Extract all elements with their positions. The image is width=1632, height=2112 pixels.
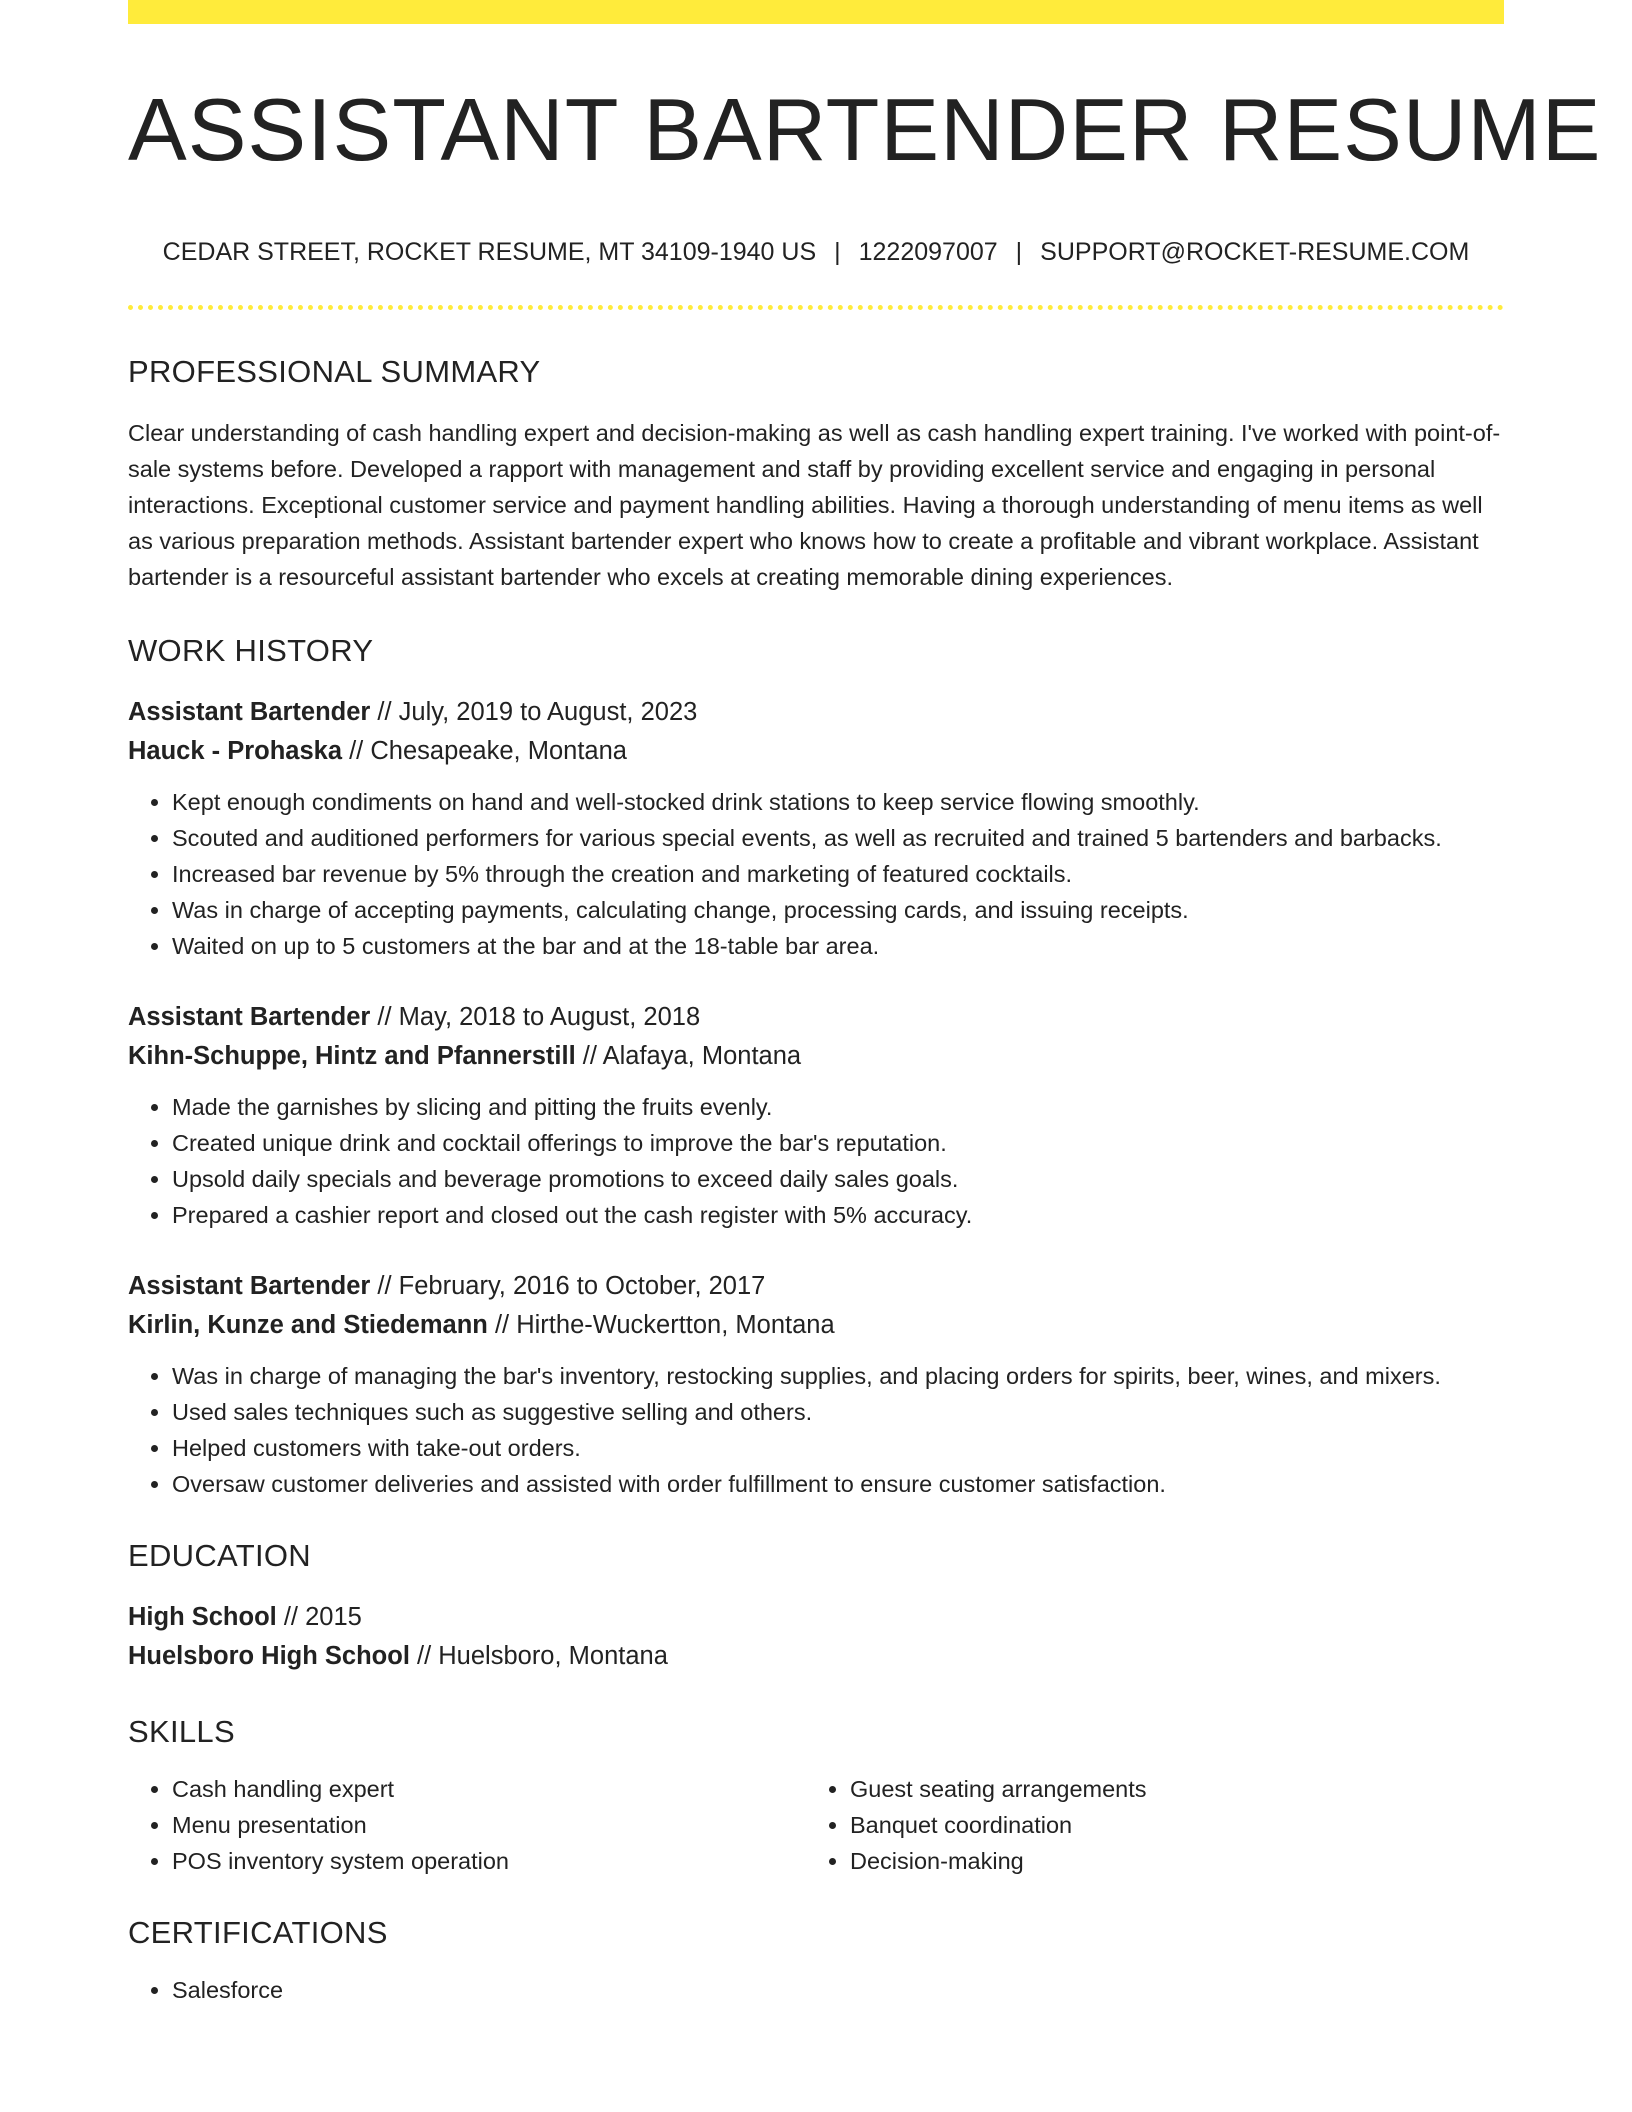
contact-line [128,240,1504,265]
job-title-line [128,1267,1504,1306]
job-location: // Hirthe-Wuckertton, Montana [487,1311,835,1339]
job-title: Assistant Bartender [128,1272,371,1300]
job-entry [128,693,1504,964]
education-school: Huelsboro High School [128,1642,410,1670]
job-company: Kihn-Schuppe, Hintz and Pfannerstill [128,1042,576,1070]
job-title-line [128,693,1504,732]
resume-page [128,0,1602,2008]
job-bullets [128,1089,1504,1233]
job-title: Assistant Bartender [128,698,371,726]
list-item: • Cash handling expert [172,1771,806,1807]
contact-phone: 1222097007 [858,238,998,266]
job-entry [128,998,1504,1233]
job-bullets [128,784,1504,964]
list-item: • Was in charge of managing the bar's inventory, restocking supplies, and placing orders for spirits, beer, wines, and mixers. [172,1358,1504,1394]
list-item: • Menu presentation [172,1807,806,1843]
job-bullets [128,1358,1504,1502]
job-dates: // February, 2016 to October, 2017 [370,1272,766,1300]
list-item: • Decision-making [850,1843,1484,1879]
job-company-line [128,1306,1504,1345]
job-dates: // July, 2019 to August, 2023 [370,698,698,726]
job-title-line [128,998,1504,1037]
job-company: Kirlin, Kunze and Stiedemann [128,1311,488,1339]
list-item: • Prepared a cashier report and closed out the cash register with 5% accuracy. [172,1197,1504,1233]
list-item: • Upsold daily specials and beverage promotions to exceed daily sales goals. [172,1161,1504,1197]
skills-columns [128,1771,1504,1879]
education-entry [128,1598,1504,1676]
list-item: • Was in charge of accepting payments, calculating change, processing cards, and issuing receipts. [172,892,1504,928]
list-item: • Created unique drink and cocktail offerings to improve the bar's reputation. [172,1125,1504,1161]
dotted-divider [128,305,1504,310]
job-company-line [128,732,1504,771]
certifications-list [128,1972,1504,2008]
job-entry [128,1267,1504,1502]
skills-heading: SKILLS [128,1714,235,1749]
job-location: // Chesapeake, Montana [342,737,627,765]
education-degree-line [128,1598,1504,1637]
list-item: • Salesforce [172,1972,1504,2008]
certifications-heading: CERTIFICATIONS [128,1915,388,1950]
education-degree: High School [128,1603,277,1631]
education-year: // 2015 [276,1603,362,1631]
accent-top-bar [128,0,1504,24]
resume-title: ASSISTANT BARTENDER RESUME [128,80,1602,179]
list-item: • Kept enough condiments on hand and well-stocked drink stations to keep service flowing smoothly. [172,784,1504,820]
contact-address: CEDAR STREET, ROCKET RESUME, MT 34109-1940 US [162,238,817,266]
contact-email: SUPPORT@ROCKET-RESUME.COM [1040,238,1470,266]
contact-separator: | [834,238,841,266]
list-item: • Banquet coordination [850,1807,1484,1843]
list-item: • Made the garnishes by slicing and pitting the fruits evenly. [172,1089,1504,1125]
skills-right-list [806,1771,1484,1879]
education-heading: EDUCATION [128,1538,311,1573]
education-school-line [128,1637,1504,1676]
skills-left-list [128,1771,806,1879]
list-item: • POS inventory system operation [172,1843,806,1879]
job-company: Hauck - Prohaska [128,737,343,765]
education-location: // Huelsboro, Montana [409,1642,668,1670]
list-item: • Scouted and auditioned performers for various special events, as well as recruited and trained 5 bartenders and barbacks. [172,820,1504,856]
list-item: • Helped customers with take-out orders. [172,1430,1504,1466]
work-history-heading: WORK HISTORY [128,633,374,668]
list-item: • Guest seating arrangements [850,1771,1484,1807]
contact-separator: | [1015,238,1023,266]
job-location: // Alafaya, Montana [575,1042,802,1070]
list-item: • Waited on up to 5 customers at the bar and at the 18-table bar area. [172,928,1504,964]
summary-heading: PROFESSIONAL SUMMARY [128,354,541,389]
job-title: Assistant Bartender [128,1003,371,1031]
list-item: • Increased bar revenue by 5% through the creation and marketing of featured cocktails. [172,856,1504,892]
job-dates: // May, 2018 to August, 2018 [370,1003,701,1031]
list-item: • Used sales techniques such as suggestive selling and others. [172,1394,1504,1430]
job-company-line [128,1037,1504,1076]
summary-text: Clear understanding of cash handling expert and decision-making as well as cash handling expert training. I've worked with point-of-sale systems before. Developed a rapport with management and staff by providing excellent service and engaging in personal interactions. Exceptional customer service and payment handling abilities. Having a thorough understanding of menu items as well as various preparation methods. Assistant bartender expert who knows how to create a profitable and vibrant workplace. Assistant bartender is a resourceful assistant bartender who excels at creating memorable dining experiences. [128,420,1501,590]
list-item: • Oversaw customer deliveries and assisted with order fulfillment to ensure customer satisfaction. [172,1466,1504,1502]
